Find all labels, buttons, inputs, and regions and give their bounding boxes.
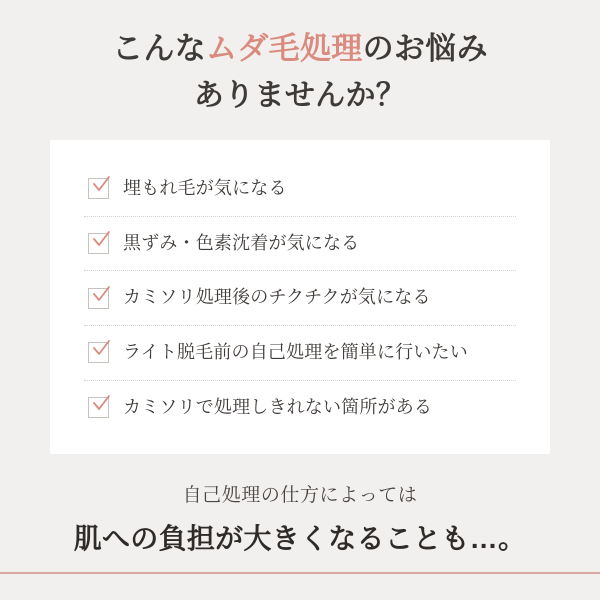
bottom-divider	[0, 572, 600, 574]
footer-message	[74, 480, 526, 557]
footer-headline: 肌への負担が大きくなることも…。	[73, 523, 527, 555]
list-item	[84, 326, 516, 381]
list-item-label: 埋もれ毛が気になる	[123, 178, 287, 199]
headline-line-1	[112, 28, 488, 71]
checklist-card	[50, 140, 550, 454]
list-item-label: 黒ずみ・色素沈着が気になる	[123, 232, 360, 253]
page-title	[112, 28, 488, 116]
check-icon	[88, 178, 109, 199]
list-item	[84, 217, 516, 272]
list-item-label: ライト脱毛前の自己処理を簡単に行いたい	[123, 341, 468, 362]
check-icon	[88, 288, 109, 309]
check-icon	[88, 342, 109, 363]
list-item-label: カミソリ処理後のチクチクが気になる	[123, 287, 431, 308]
list-item	[84, 162, 516, 217]
headline-line-2: ありませんか？	[193, 78, 407, 112]
list-item-label: カミソリで処理しきれない箇所がある	[123, 396, 433, 417]
headline-suffix: のお悩み	[362, 31, 488, 66]
list-item	[84, 381, 516, 435]
checklist	[84, 162, 516, 434]
check-icon	[88, 233, 109, 254]
footer-subtitle: 自己処理の仕方によっては	[182, 485, 418, 507]
check-icon	[88, 397, 109, 418]
list-item	[84, 271, 516, 326]
headline-accent: ムダ毛処理	[206, 31, 363, 66]
headline-prefix: こんな	[112, 31, 207, 66]
